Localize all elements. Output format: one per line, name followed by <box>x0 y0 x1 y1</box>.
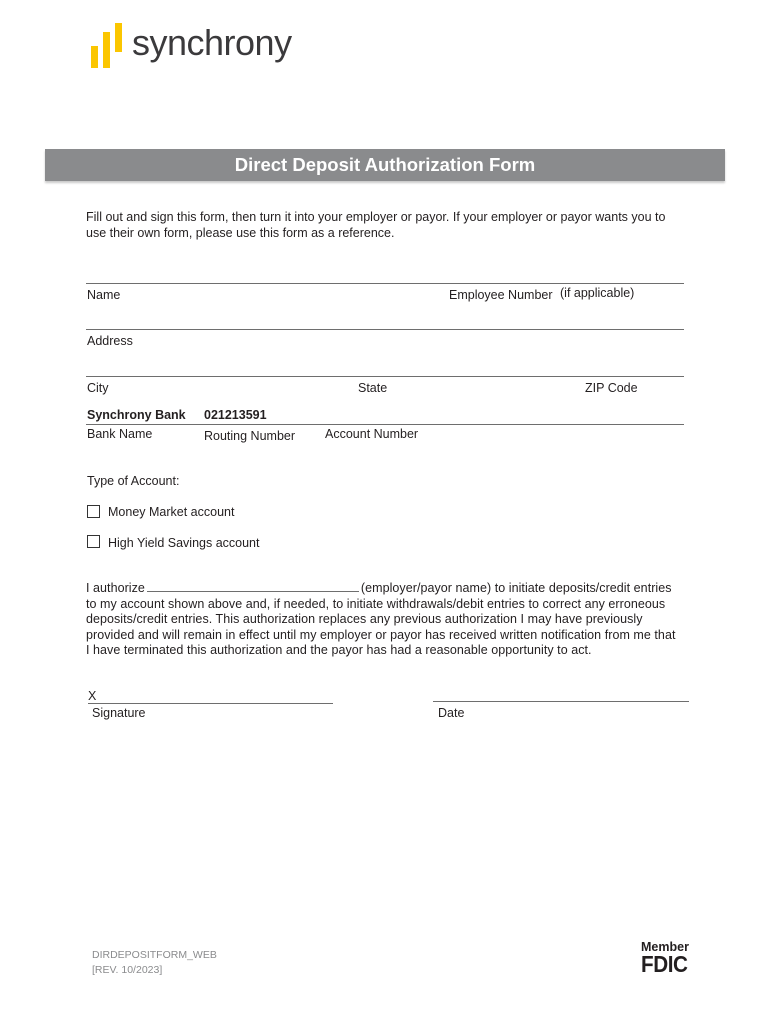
signature-line[interactable] <box>88 703 333 704</box>
synchrony-logo-icon <box>91 22 131 70</box>
zip-label: ZIP Code <box>585 381 638 395</box>
date-label: Date <box>438 706 465 720</box>
form-intro: Fill out and sign this form, then turn it into your employer or payor. If your employer or payor wants you to use their own form, please use this form as a reference. <box>86 210 666 240</box>
form-revision: [REV. 10/2023] <box>92 963 163 976</box>
account-number-label: Account Number <box>325 427 419 441</box>
high-yield-savings-label: High Yield Savings account <box>108 536 260 550</box>
money-market-label: Money Market account <box>108 505 235 519</box>
fdic-label: FDIC <box>641 951 688 977</box>
routing-number-value: 021213591 <box>204 408 267 422</box>
name-label: Name <box>87 288 121 302</box>
name-line[interactable] <box>86 283 684 284</box>
form-code <box>92 948 217 977</box>
account-type-label: Type of Account: <box>87 474 180 488</box>
form-code-id: DIRDEPOSITFORM_WEB <box>92 949 217 961</box>
address-label: Address <box>87 334 133 348</box>
authorization-text <box>86 581 676 659</box>
state-label: State <box>358 381 388 395</box>
signature-mark: X <box>88 689 97 703</box>
address-line[interactable] <box>86 329 684 330</box>
city-label: City <box>87 381 109 395</box>
city-state-zip-line[interactable] <box>86 376 684 377</box>
routing-number-label: Routing Number <box>204 429 296 443</box>
high-yield-savings-checkbox[interactable] <box>87 535 100 548</box>
bank-info-line[interactable] <box>86 424 684 425</box>
date-line[interactable] <box>433 701 689 702</box>
signature-label: Signature <box>92 706 146 720</box>
bank-name-value: Synchrony Bank <box>87 408 186 422</box>
brand-logo-text: synchrony <box>132 22 292 63</box>
form-title: Direct Deposit Authorization Form <box>45 149 725 181</box>
employee-number-label: Employee Number <box>449 288 553 302</box>
authorization-prefix: I authorize <box>86 581 145 595</box>
employer-name-field[interactable] <box>147 581 359 592</box>
employee-number-note: (if applicable) <box>560 286 635 300</box>
money-market-checkbox[interactable] <box>87 505 100 518</box>
bank-name-label: Bank Name <box>87 427 153 441</box>
authorization-body: (employer/payor name) to initiate deposits/credit entries to my account shown above and, if needed, to initiate withdrawals/debit entries to correct any erroneous deposits/credit entries. This authorization replaces any previous authorization I may have previously provided and will remain in effect until my employer or payor has received written notification from me that I have terminated this authorization and the payor has had a reasonable opportunity to act. <box>86 581 676 658</box>
member-label: Member <box>641 940 689 954</box>
